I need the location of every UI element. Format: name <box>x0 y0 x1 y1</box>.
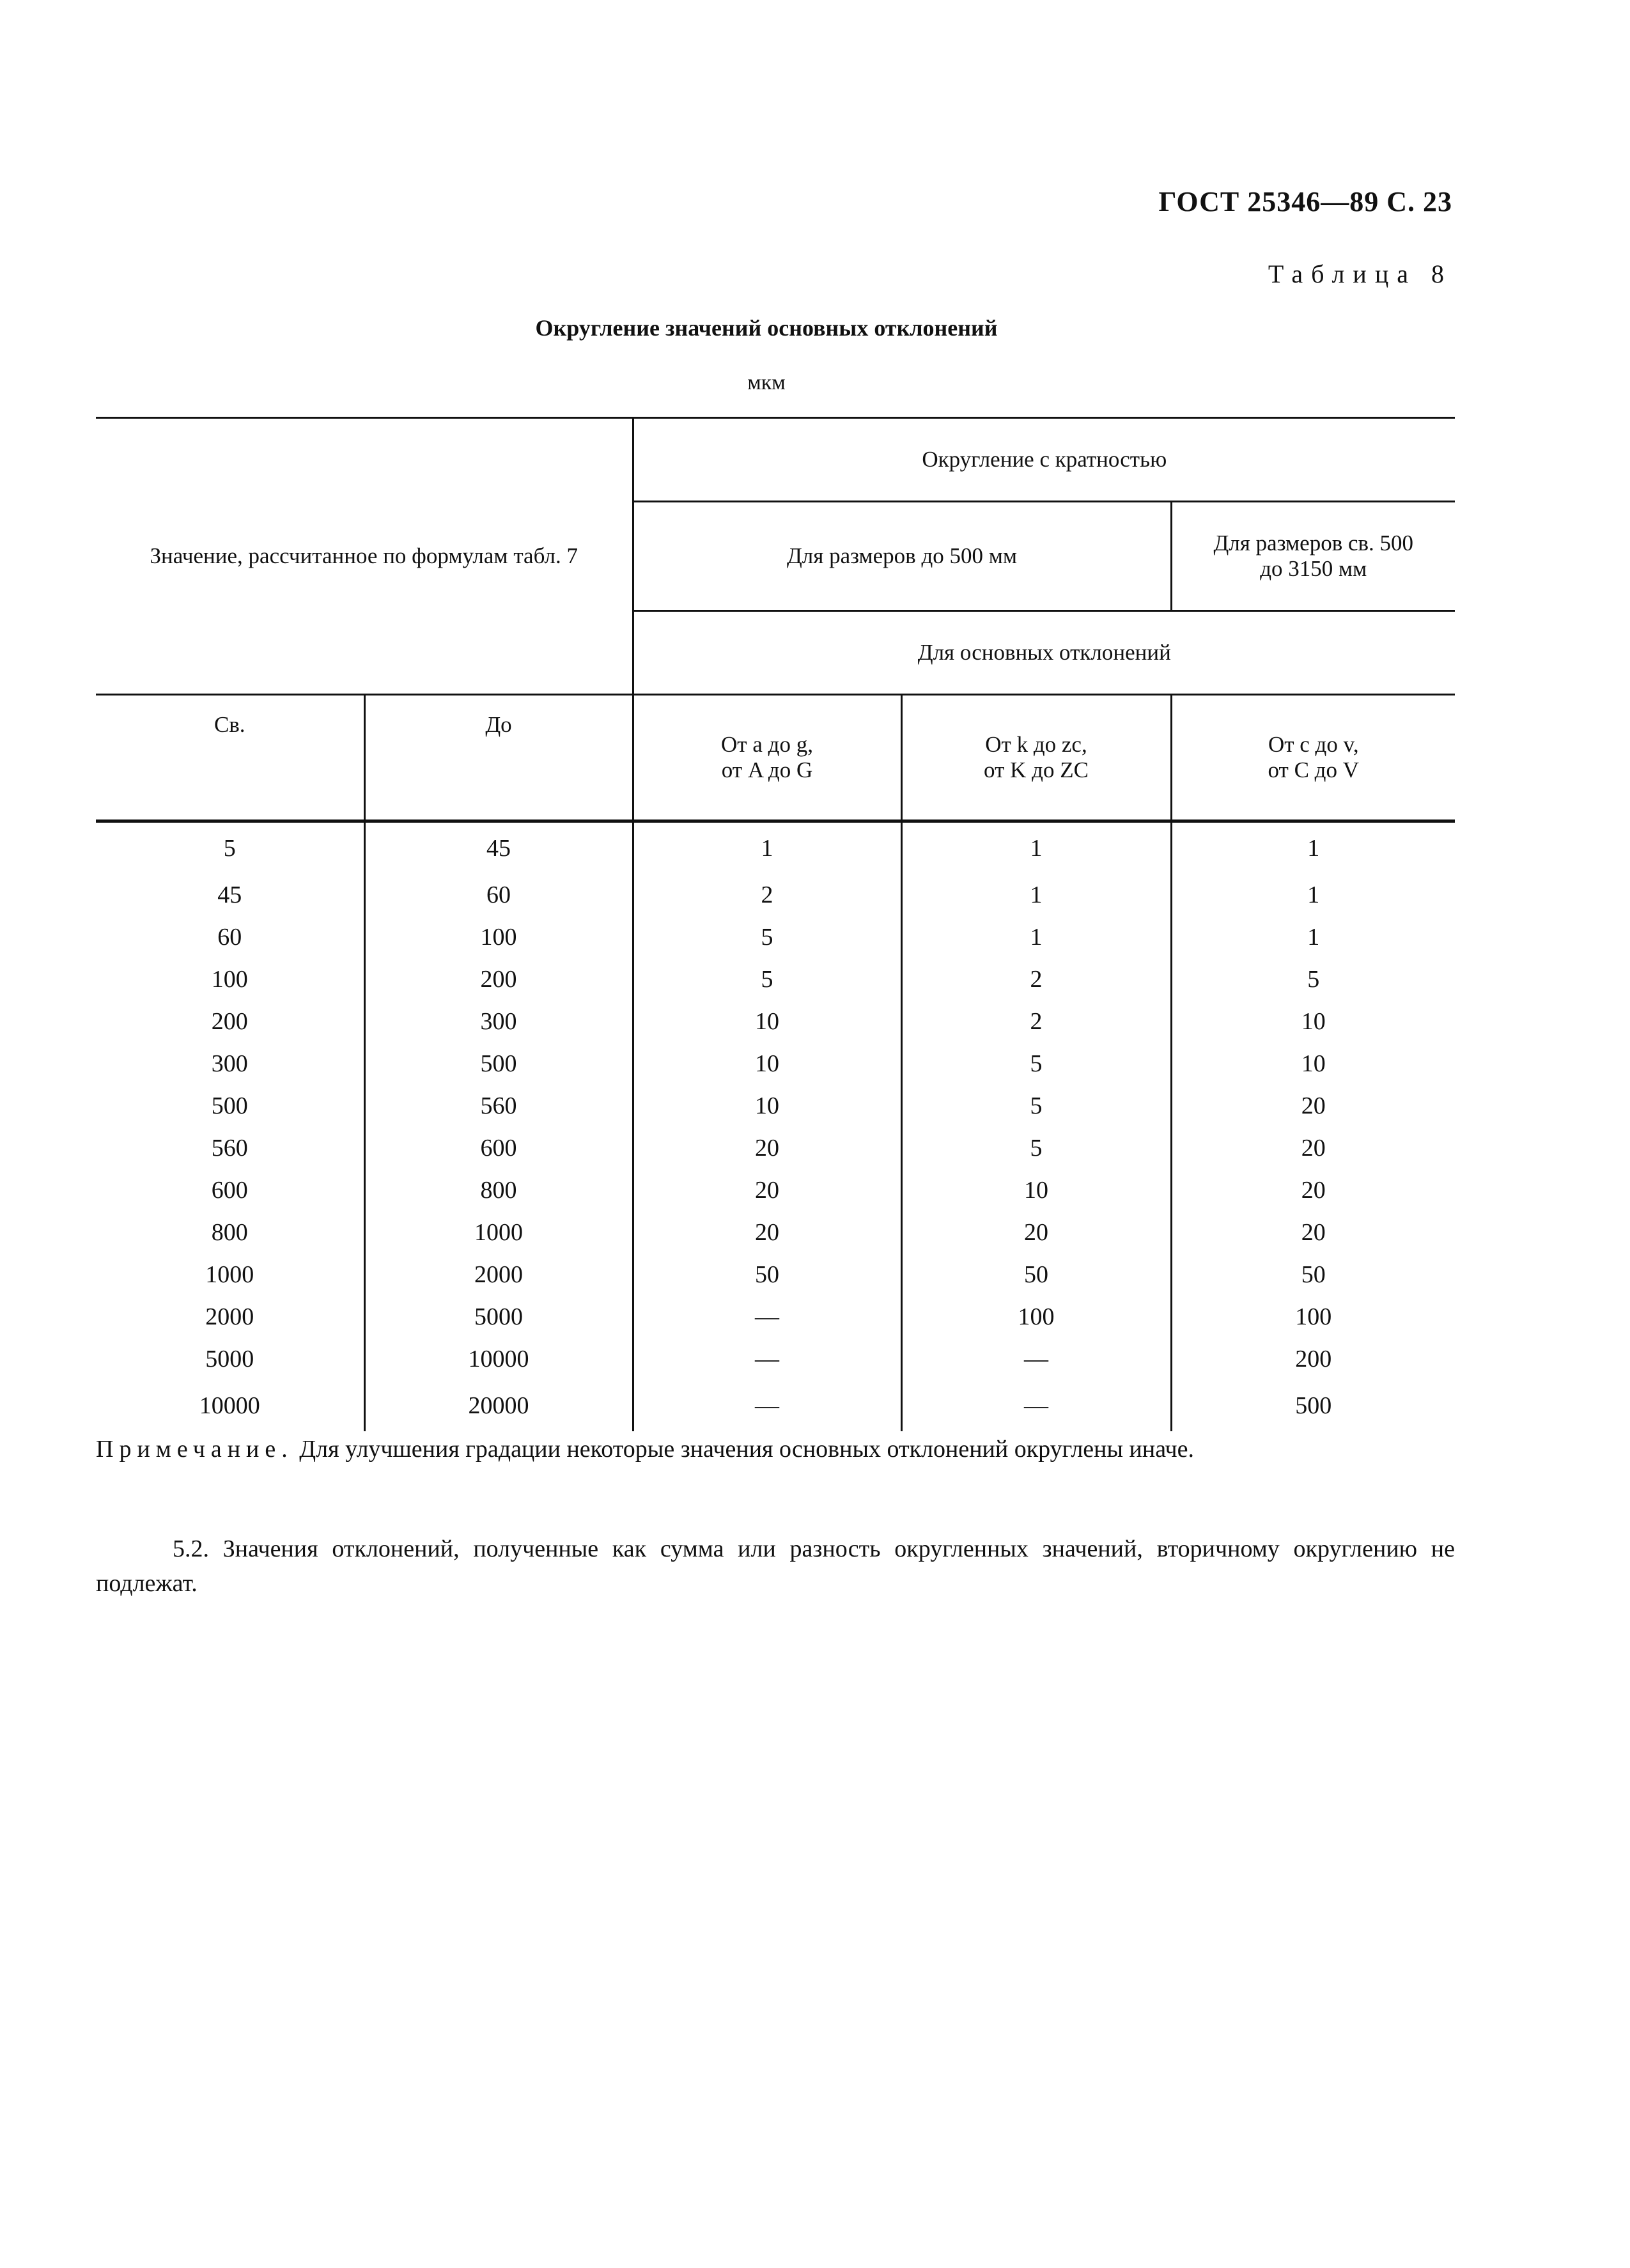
table-row <box>96 1169 1455 1211</box>
cell-c-v: 1 <box>1171 821 1455 874</box>
cell-k-zc: 1 <box>901 874 1171 916</box>
cell-k-zc: 50 <box>901 1254 1171 1296</box>
header-col-a-g-line1: От a до g, <box>721 732 813 757</box>
cell-from: 600 <box>211 1177 248 1204</box>
cell-c-v: 200 <box>1171 1338 1455 1380</box>
cell-from: 800 <box>211 1219 248 1246</box>
cell-k-zc: 5 <box>901 1127 1171 1169</box>
header-col-from: Св. <box>96 695 364 821</box>
header-sizes-over-500-line2: до 3150 мм <box>1260 556 1367 581</box>
cell-c-v: 10 <box>1171 1000 1455 1043</box>
table-row <box>96 1380 1455 1431</box>
header-col-c-v-line1: От c до v, <box>1268 732 1359 757</box>
cell-c-v: 500 <box>1171 1380 1455 1431</box>
table-row <box>96 874 1455 916</box>
cell-a-g: 2 <box>633 874 901 916</box>
header-for-deviations: Для основных отклонений <box>633 611 1455 695</box>
cell-c-v: 5 <box>1171 958 1455 1000</box>
note-text: Для улучшения градации некоторые значения основных отклонений округлены иначе. <box>293 1436 1195 1463</box>
table-row <box>96 1085 1455 1127</box>
cell-a-g: — <box>633 1380 901 1431</box>
cell-from: 5 <box>223 835 236 862</box>
paragraph-5-2: 5.2. Значения отклонений, полученные как сумма или разность округленных значений, вторичному округлению не подлежат. <box>96 1535 1455 1597</box>
cell-to: 5000 <box>364 1296 633 1338</box>
cell-k-zc: — <box>901 1338 1171 1380</box>
cell-from: 100 <box>211 966 248 993</box>
cell-a-g: — <box>633 1338 901 1380</box>
table-row <box>96 1000 1455 1043</box>
cell-c-v: 50 <box>1171 1254 1455 1296</box>
cell-to: 2000 <box>364 1254 633 1296</box>
cell-from: 200 <box>211 1008 248 1035</box>
table-number-label: Таблица 8 <box>1268 260 1452 288</box>
header-sizes-to-500: Для размеров до 500 мм <box>633 502 1171 611</box>
cell-a-g: 20 <box>633 1127 901 1169</box>
cell-k-zc: 1 <box>901 821 1171 874</box>
cell-from: 5000 <box>205 1346 254 1372</box>
cell-c-v: 10 <box>1171 1043 1455 1085</box>
table-row <box>96 958 1455 1000</box>
header-col-to: До <box>364 695 633 821</box>
cell-k-zc: 5 <box>901 1085 1171 1127</box>
cell-to: 45 <box>364 821 633 874</box>
cell-c-v: 20 <box>1171 1127 1455 1169</box>
cell-k-zc: 10 <box>901 1169 1171 1211</box>
cell-c-v: 20 <box>1171 1169 1455 1211</box>
header-calc-value: Значение, рассчитанное по формулам табл. 7 <box>96 418 633 695</box>
cell-a-g: 10 <box>633 1085 901 1127</box>
cell-to: 1000 <box>364 1211 633 1254</box>
table-title: Округление значений основных отклонений <box>535 315 998 341</box>
table-row <box>96 1127 1455 1169</box>
cell-a-g: 5 <box>633 958 901 1000</box>
cell-c-v: 1 <box>1171 916 1455 958</box>
cell-k-zc: 2 <box>901 1000 1171 1043</box>
table-row <box>96 1254 1455 1296</box>
cell-to: 500 <box>364 1043 633 1085</box>
cell-k-zc: 100 <box>901 1296 1171 1338</box>
cell-from: 10000 <box>199 1392 260 1419</box>
cell-a-g: 10 <box>633 1000 901 1043</box>
header-sizes-over-500 <box>1171 502 1455 611</box>
table-row <box>96 1296 1455 1338</box>
cell-c-v: 100 <box>1171 1296 1455 1338</box>
cell-from: 1000 <box>205 1261 254 1288</box>
note-lead: Примечание. <box>96 1436 293 1463</box>
header-col-k-zc-line2: от K до ZC <box>984 757 1089 782</box>
header-sizes-over-500-line1: Для размеров св. 500 <box>1213 531 1414 555</box>
cell-a-g: 5 <box>633 916 901 958</box>
rounding-table-container <box>96 417 1455 1431</box>
cell-to: 200 <box>364 958 633 1000</box>
cell-to: 20000 <box>364 1380 633 1431</box>
cell-to: 60 <box>364 874 633 916</box>
cell-k-zc: 2 <box>901 958 1171 1000</box>
table-row <box>96 1211 1455 1254</box>
header-rounding: Округление с кратностью <box>633 418 1455 502</box>
cell-from: 2000 <box>205 1303 254 1330</box>
cell-k-zc: 5 <box>901 1043 1171 1085</box>
table-row <box>96 1043 1455 1085</box>
cell-k-zc: — <box>901 1380 1171 1431</box>
header-col-c-v <box>1171 695 1455 821</box>
rounding-table <box>96 417 1455 1431</box>
cell-to: 800 <box>364 1169 633 1211</box>
header-col-a-g-line2: от A до G <box>721 757 813 782</box>
table-unit: мкм <box>747 371 786 394</box>
cell-a-g: 20 <box>633 1169 901 1211</box>
cell-a-g: 20 <box>633 1211 901 1254</box>
header-col-k-zc <box>901 695 1171 821</box>
header-col-a-g <box>633 695 901 821</box>
cell-a-g: — <box>633 1296 901 1338</box>
cell-from: 500 <box>211 1092 248 1119</box>
header-col-c-v-line2: от C до V <box>1268 757 1360 782</box>
table-body <box>96 821 1455 1432</box>
header-col-k-zc-line1: От k до zc, <box>985 732 1087 757</box>
table-row <box>96 1338 1455 1380</box>
cell-k-zc: 1 <box>901 916 1171 958</box>
cell-from: 60 <box>217 924 242 951</box>
cell-from: 560 <box>211 1135 248 1161</box>
cell-k-zc: 20 <box>901 1211 1171 1254</box>
cell-to: 560 <box>364 1085 633 1127</box>
cell-to: 100 <box>364 916 633 958</box>
table-row <box>96 916 1455 958</box>
cell-a-g: 1 <box>633 821 901 874</box>
cell-c-v: 20 <box>1171 1211 1455 1254</box>
table-row <box>96 821 1455 874</box>
document-page-reference: ГОСТ 25346—89 С. 23 <box>1158 186 1452 217</box>
cell-from: 45 <box>217 882 242 908</box>
cell-to: 10000 <box>364 1338 633 1380</box>
cell-to: 300 <box>364 1000 633 1043</box>
cell-a-g: 50 <box>633 1254 901 1296</box>
cell-c-v: 20 <box>1171 1085 1455 1127</box>
cell-c-v: 1 <box>1171 874 1455 916</box>
cell-to: 600 <box>364 1127 633 1169</box>
cell-a-g: 10 <box>633 1043 901 1085</box>
cell-from: 300 <box>211 1050 248 1077</box>
table-note <box>96 1432 1455 1466</box>
